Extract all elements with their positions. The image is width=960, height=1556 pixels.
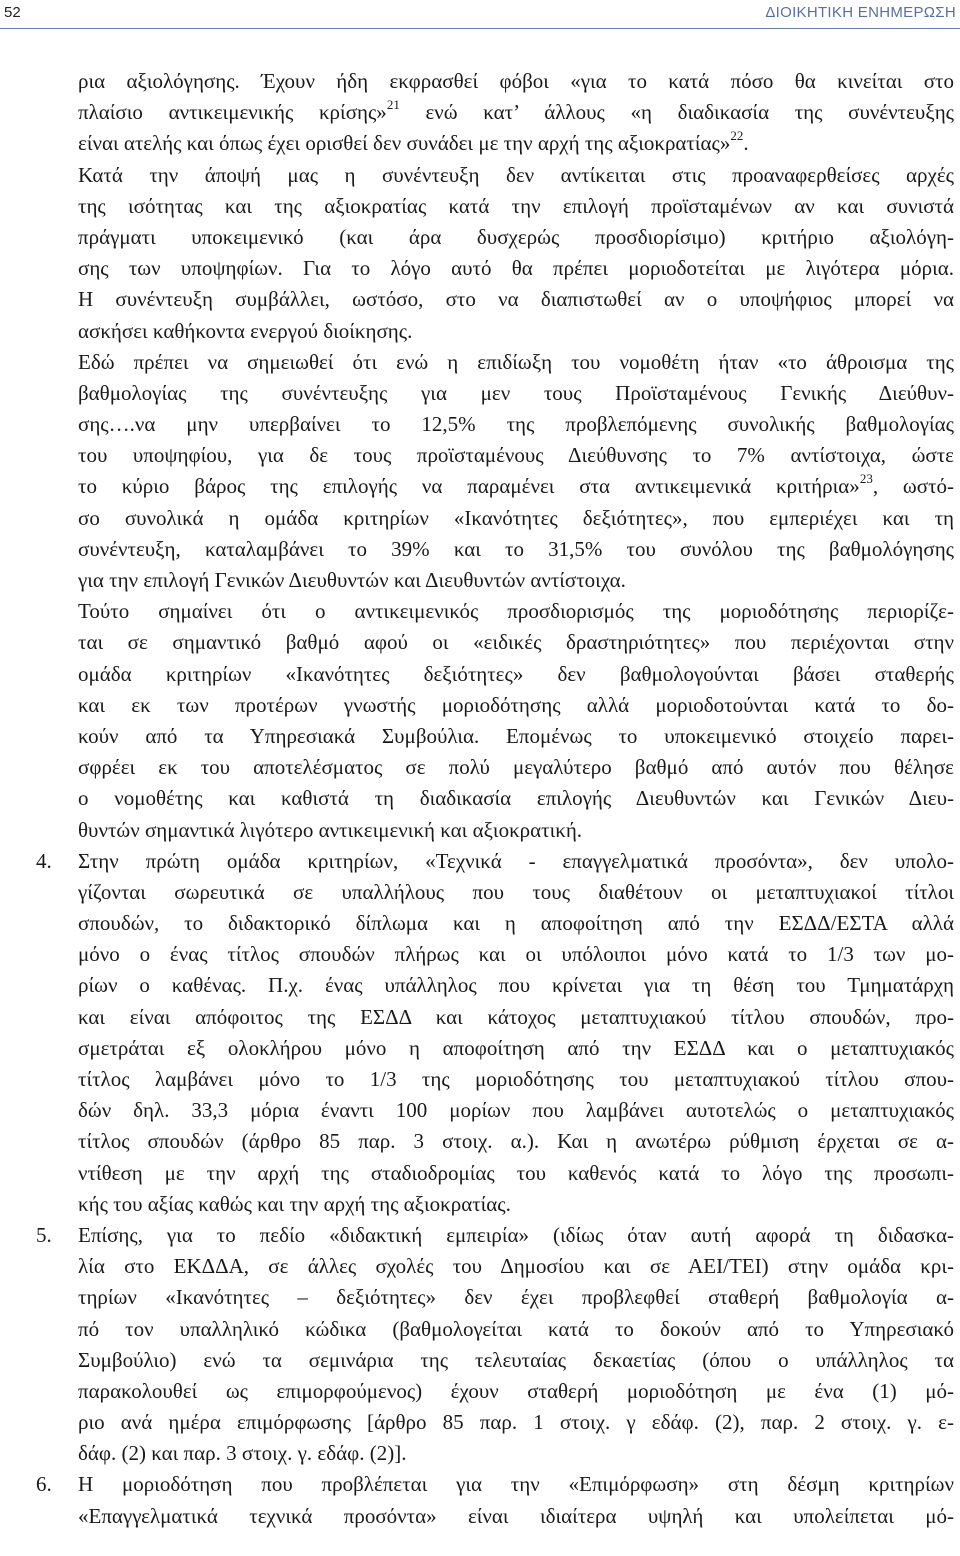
text-line: μόνο ο ένας τίτλος σπουδών πλήρως και οι υπόλοιποι μόνο κατά το 1/3 των μο- bbox=[78, 942, 954, 967]
list-marker: 4. bbox=[36, 848, 52, 873]
text-line: Επίσης, για το πεδίο «διδακτική εμπειρία» (ιδίως όταν αυτή αφορά τη διδασκα- bbox=[78, 1222, 954, 1247]
text-line: ντίθεση με την αρχή της σταδιοδρομίας του καθενός κατά το λόγο της προσωπι- bbox=[78, 1160, 954, 1185]
text-line: Η μοριοδότηση που προβλέπεται για την «Επιμόρφωση» στη δέσμη κριτηρίων bbox=[78, 1472, 954, 1497]
text-line: βαθμολογίας της συνέντευξης για μεν τους Προϊσταμένους Γενικής Διεύθυν- bbox=[78, 380, 954, 405]
text-line: δάφ. (2) και παρ. 3 στοιχ. γ. εδάφ. (2)]. bbox=[78, 1441, 407, 1466]
page-header bbox=[0, 0, 960, 26]
text-line: σο συνολικά η ομάδα κριτηρίων «Ικανότητες δεξιότητες», που εμπεριέχει και τη bbox=[78, 505, 954, 530]
text-line: τίτλος λαμβάνει μόνο το 1/3 της μοριοδότησης του μεταπτυχιακού τίτλου σπου- bbox=[78, 1067, 954, 1091]
text-line: θυντών σημαντικά λιγότερο αντικειμενική και αξιοκρατική. bbox=[78, 817, 583, 842]
footnote-ref: 21 bbox=[386, 97, 400, 113]
text-line: σφρέει εκ του αποτελέσματος σε πολύ μεγαλύτερο βαθμό από αυτόν που θέλησε bbox=[78, 755, 954, 780]
text-line: ομάδα κριτηρίων «Ικανότητες δεξιότητες» δεν βαθμολογούνται βάσει σταθερής bbox=[78, 661, 954, 686]
text-line: «Επαγγελματικά τεχνικά προσόντα» είναι ιδιαίτερα υψηλή και υπολείπεται μό- bbox=[78, 1503, 954, 1528]
text-run: είναι ατελής και όπως έχει ορισθεί δεν συνάδει με την αρχή της αξιοκρατίας» bbox=[78, 131, 731, 156]
text-line: Συμβούλιο) ενώ τα σεμινάρια της τελευταίας δεκαετίας (όπου ο υπάλληλος τα bbox=[78, 1347, 954, 1372]
header-divider bbox=[0, 28, 960, 29]
text-run: . bbox=[743, 131, 749, 156]
text-line bbox=[78, 471, 954, 502]
text-line: ται σε σημαντικό βαθμό αφού οι «ειδικές δραστηριότητες» που περιέχονται στην bbox=[78, 630, 954, 655]
running-title: ΔΙΟΙΚΗΤΙΚΗ ΕΝΗΜΕΡΩΣΗ bbox=[765, 4, 956, 21]
text-line: Εδώ πρέπει να σημειωθεί ότι ενώ η επιδίωξη του νομοθέτη ήταν «το άθροισμα της bbox=[78, 349, 954, 374]
list-item-6 bbox=[36, 1469, 954, 1531]
text-line: σης των υποψηφίων. Για το λόγο αυτό θα πρέπει μοριοδοτείται με λιγότερα μόρια. bbox=[78, 256, 954, 281]
text-line: ρια αξιολόγησης. Έχουν ήδη εκφρασθεί φόβοι «για το κατά πόσο θα κινείται στο bbox=[78, 69, 954, 93]
text-run: , ωστό- bbox=[872, 474, 955, 499]
text-run: ενώ κατ’ άλλους «η διαδικασία της συνέντευξης bbox=[399, 100, 954, 125]
list-item-5 bbox=[36, 1220, 954, 1470]
text-line bbox=[78, 128, 954, 159]
paragraph-3 bbox=[78, 596, 954, 846]
text-line: πό τον υπαλληλικό κώδικα (βαθμολογείται κατά το δοκούν από το Υπηρεσιακό bbox=[78, 1316, 954, 1341]
text-line: και εκ των προτέρων γνωστής μοριοδότησης αλλά μοριοδοτούνται κατά το δο- bbox=[78, 692, 954, 717]
text-line: και είναι απόφοιτος της ΕΣΔΔ και κάτοχος μεταπτυχιακού τίτλου σπουδών, προ- bbox=[78, 1004, 954, 1029]
text-line: για την επιλογή Γενικών Διευθυντών και Διευθυντών αντίστοιχα. bbox=[78, 568, 626, 592]
footnote-ref: 23 bbox=[859, 471, 873, 487]
text-line: της ισότητας και της αξιοκρατίας κατά την επιλογή προϊσταμένων αν και συνιστά bbox=[78, 193, 954, 218]
text-line: Στην πρώτη ομάδα κριτηρίων, «Τεχνικά - επαγγελματικά προσόντα», δεν υπολο- bbox=[78, 848, 954, 873]
list-item-4 bbox=[36, 846, 954, 1220]
footnote-ref: 22 bbox=[730, 128, 744, 144]
text-line: σπουδών, το διδακτορικό δίπλωμα και η αποφοίτηση από την ΕΣΔΔ/ΕΣΤΑ αλλά bbox=[78, 911, 954, 936]
list-marker: 5. bbox=[36, 1222, 52, 1247]
document-body bbox=[36, 66, 955, 1532]
text-line: λία στο ΕΚΔΔΑ, σε άλλες σχολές του Δημοσίου και σε ΑΕΙ/ΤΕΙ) στην ομάδα κρι- bbox=[78, 1254, 954, 1279]
text-line: πράγματι υποκειμενικό (και άρα δυσχερώς προσδιορίσιμο) κριτήριο αξιολόγη- bbox=[78, 224, 954, 249]
text-line bbox=[78, 97, 954, 128]
list-marker: 6. bbox=[36, 1472, 52, 1497]
text-line: σης….να μην υπερβαίνει το 12,5% της προβλεπόμενης συνολικής βαθμολογίας bbox=[78, 412, 954, 437]
text-line: συνέντευξη, καταλαμβάνει το 39% και το 31,5% του συνόλου της βαθμολόγησης bbox=[78, 536, 954, 561]
text-line: Η συνέντευξη συμβάλλει, ωστόσο, στο να διαπιστωθεί αν ο υποψήφιος μπορεί να bbox=[78, 287, 954, 312]
text-line: Κατά την άποψή μας η συνέντευξη δεν αντίκειται στις προαναφερθείσες αρχές bbox=[78, 162, 954, 187]
text-line: του υποψηφίου, για δε τους προϊσταμένους Διεύθυνσης το 7% αντίστοιχα, ώστε bbox=[78, 443, 954, 468]
text-line: παρακολουθεί ως επιμορφούμενος) έχουν σταθερή μοριοδότηση με ένα (1) μό- bbox=[78, 1378, 954, 1403]
text-line: ασκήσει καθήκοντα ενεργού διοίκησης. bbox=[78, 318, 413, 343]
text-line: τίτλος σπουδών (άρθρο 85 παρ. 3 στοιχ. α.). Και η ανωτέρω ρύθμιση έρχεται σε α- bbox=[78, 1129, 954, 1154]
text-line: ο νομοθέτης και καθιστά τη διαδικασία επιλογής Διευθυντών και Γενικών Διευ- bbox=[78, 786, 954, 811]
text-line: σμετράται εξ ολοκλήρου μόνο η αποφοίτηση από την ΕΣΔΔ και ο μεταπτυχιακός bbox=[78, 1035, 954, 1060]
text-line: ρίων ο καθένας. Π.χ. ένας υπάλληλος που κρίνεται για τη θέση του Τμηματάρχη bbox=[78, 973, 954, 998]
text-line: δών δηλ. 33,3 μόρια έναντι 100 μορίων που λαμβάνει αυτοτελώς ο μεταπτυχιακός bbox=[78, 1098, 954, 1123]
text-line: γίζονται σωρευτικά σε υπαλλήλους που τους διαθέτουν οι μεταπτυχιακοί τίτλοι bbox=[78, 879, 954, 904]
text-line: κούν από τα Υπηρεσιακά Συμβούλια. Επομένως το υποκειμενικό στοιχείο παρει- bbox=[78, 723, 954, 748]
paragraph-1 bbox=[78, 66, 954, 347]
text-line: ριο ανά ημέρα επιμόρφωσης [άρθρο 85 παρ. 1 στοιχ. γ εδάφ. (2), παρ. 2 στοιχ. γ. ε- bbox=[78, 1410, 954, 1435]
text-line: κής του αξίας καθώς και την αρχή της αξιοκρατίας. bbox=[78, 1191, 511, 1216]
text-line: Τούτο σημαίνει ότι ο αντικειμενικός προσδιορισμός της μοριοδότησης περιορίζε- bbox=[78, 599, 954, 624]
text-run: το κύριο βάρος της επιλογής να παραμένει στα αντικειμενικά κριτήρια» bbox=[78, 474, 860, 499]
page-number: 52 bbox=[4, 4, 21, 21]
paragraph-2 bbox=[78, 347, 954, 597]
text-run: πλαίσιο αντικειμενικής κρίσης» bbox=[78, 100, 387, 125]
text-line: τηρίων «Ικανότητες – δεξιότητες» δεν έχει προβλεφθεί σταθερή βαθμολογία α- bbox=[78, 1285, 954, 1310]
